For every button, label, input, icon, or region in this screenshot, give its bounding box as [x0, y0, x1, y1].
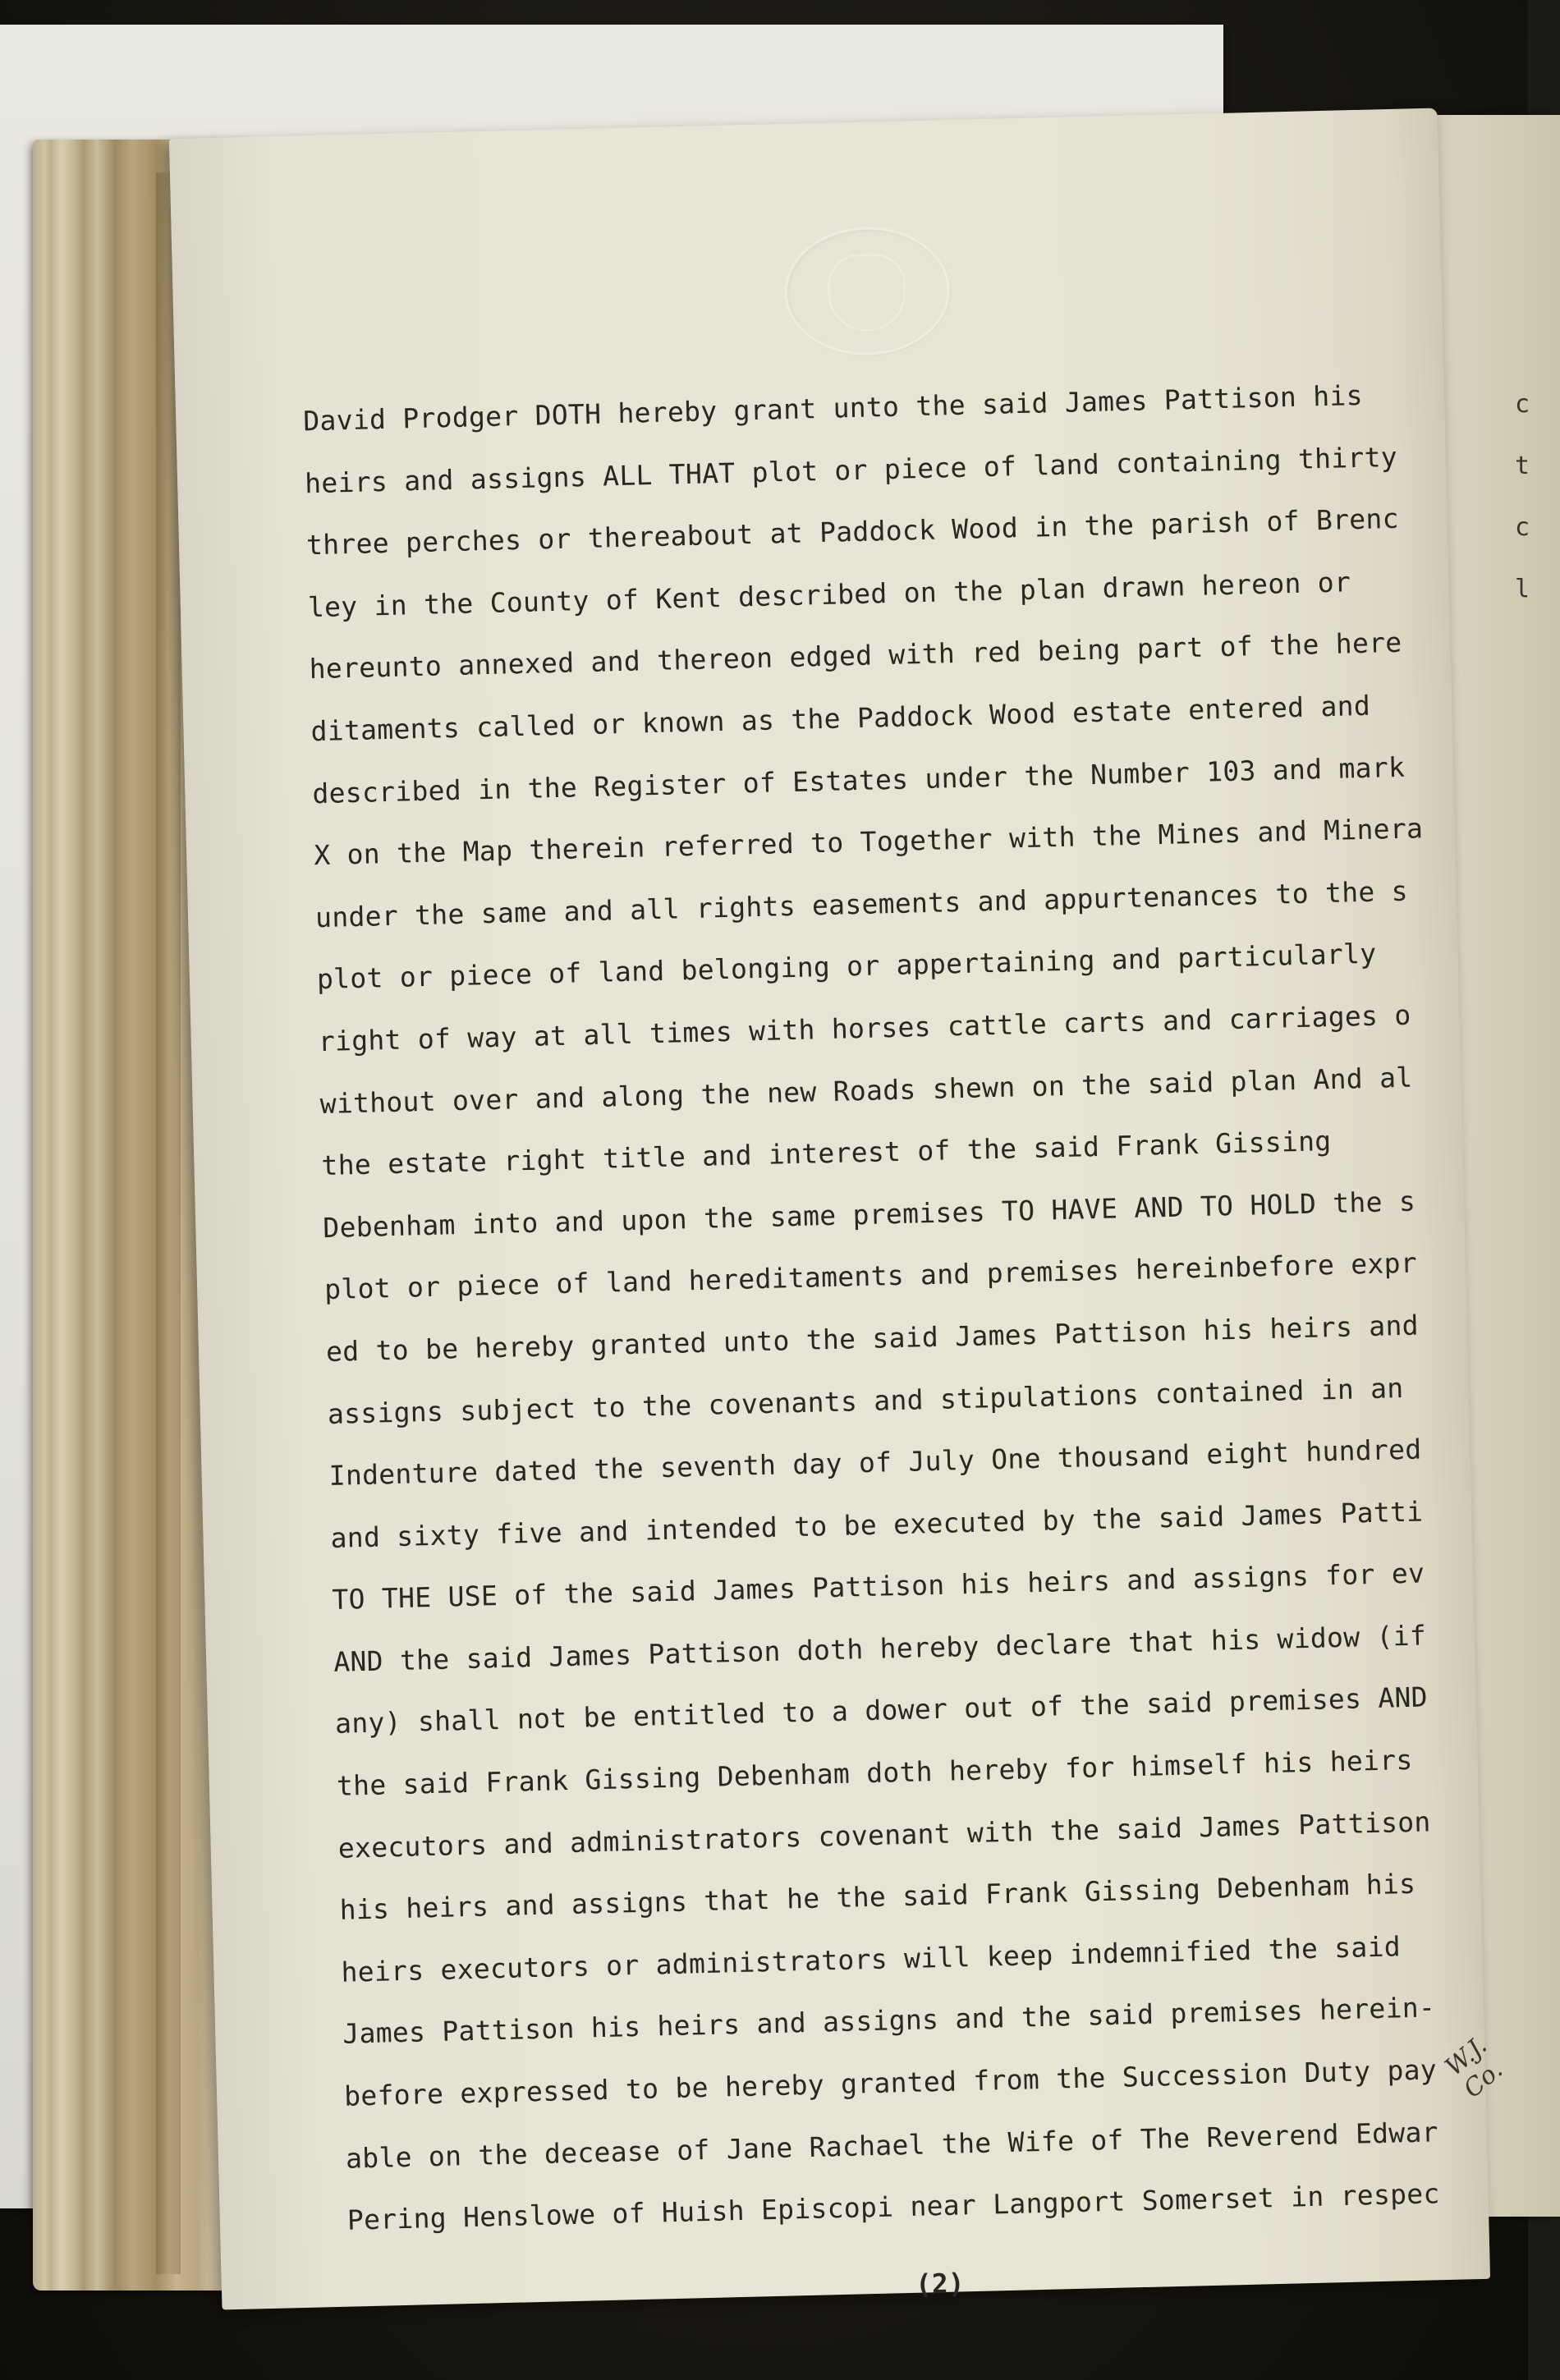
document-page — [169, 108, 1490, 2310]
text-line: without over and along the new Roads shewn on the said plan And al — [319, 1061, 1413, 1120]
text-line: executors and administrators covenant with the said James Pattison — [337, 1804, 1431, 1864]
text-line: the said Frank Gissing Debenham doth hereby for himself his heirs — [336, 1743, 1413, 1802]
text-line: plot or piece of land hereditaments and premises hereinbefore expr — [323, 1246, 1418, 1306]
text-line: before expressed to be hereby granted from the Succession Duty pay — [343, 2053, 1438, 2112]
facing-page-letter: c — [1515, 513, 1530, 542]
text-line: ley in the County of Kent described on the plan drawn hereon or — [307, 566, 1351, 624]
facing-page-letter: c — [1515, 390, 1530, 419]
text-line: three perches or thereabout at Paddock Wood in the parish of Brenc — [305, 502, 1400, 562]
text-line: under the same and all rights easements and appurtenances to the s — [314, 874, 1409, 933]
text-line: James Pattison his heirs and assigns and the said premises herein- — [342, 1991, 1436, 2051]
text-line: AND the said James Pattison doth hereby declare that his widow (if — [333, 1619, 1427, 1678]
text-line: described in the Register of Estates under the Number 103 and mark — [311, 750, 1406, 809]
text-line: the estate right title and interest of the said Frank Gissing — [321, 1125, 1332, 1182]
deed-body-text — [302, 362, 1489, 2251]
text-line: Debenham into and upon the same premises TO HAVE AND TO HOLD the s — [322, 1185, 1416, 1244]
text-line: heirs and assigns ALL THAT plot or piece of land containing thirty — [304, 440, 1398, 499]
text-line: assigns subject to the covenants and stipulations contained in an — [327, 1371, 1404, 1430]
text-line: plot or piece of land belonging or appertaining and particularly — [316, 937, 1377, 996]
text-line: Indenture dated the seventh day of July One thousand eight hundred — [328, 1433, 1422, 1493]
text-line: hereunto annexed and thereon edged with red being part of the here — [309, 626, 1402, 686]
text-line: his heirs and assigns that he the said Frank Gissing Debenham his — [339, 1868, 1416, 1927]
text-line: X on the Map therein referred to Together with the Mines and Minera — [313, 812, 1424, 872]
text-line: David Prodger DOTH hereby grant unto the said James Pattison his — [302, 378, 1364, 438]
facing-page-letter: t — [1515, 452, 1530, 480]
facing-page-letter: l — [1515, 575, 1530, 603]
text-line: and sixty five and intended to be executed by the said James Patti — [330, 1495, 1424, 1554]
page-number: (2) — [915, 2267, 966, 2300]
text-line: ditaments called or known as the Paddock Wood estate entered and — [310, 689, 1371, 748]
text-line: able on the decease of Jane Rachael the Wife of The Reverend Edwar — [345, 2115, 1439, 2175]
text-line: right of way at all times with horses cattle carts and carriages o — [318, 998, 1411, 1058]
text-line: ed to be hereby granted unto the said James Pattison his heirs and — [325, 1309, 1420, 1368]
text-line: TO THE USE of the said James Pattison his heirs and assigns for ev — [331, 1557, 1425, 1616]
text-line: any) shall not be entitled to a dower out of the said premises AND — [334, 1681, 1429, 1740]
facing-page-text — [1515, 374, 1539, 620]
text-line: heirs executors or administrators will keep indemnified the said — [341, 1930, 1402, 1988]
handwritten-marginal-note: W.J. Co. — [1439, 2031, 1509, 2104]
text-line: Pering Henslowe of Huish Episcopi near Langport Somerset in respec — [346, 2177, 1441, 2236]
embossed-seal — [783, 225, 952, 357]
